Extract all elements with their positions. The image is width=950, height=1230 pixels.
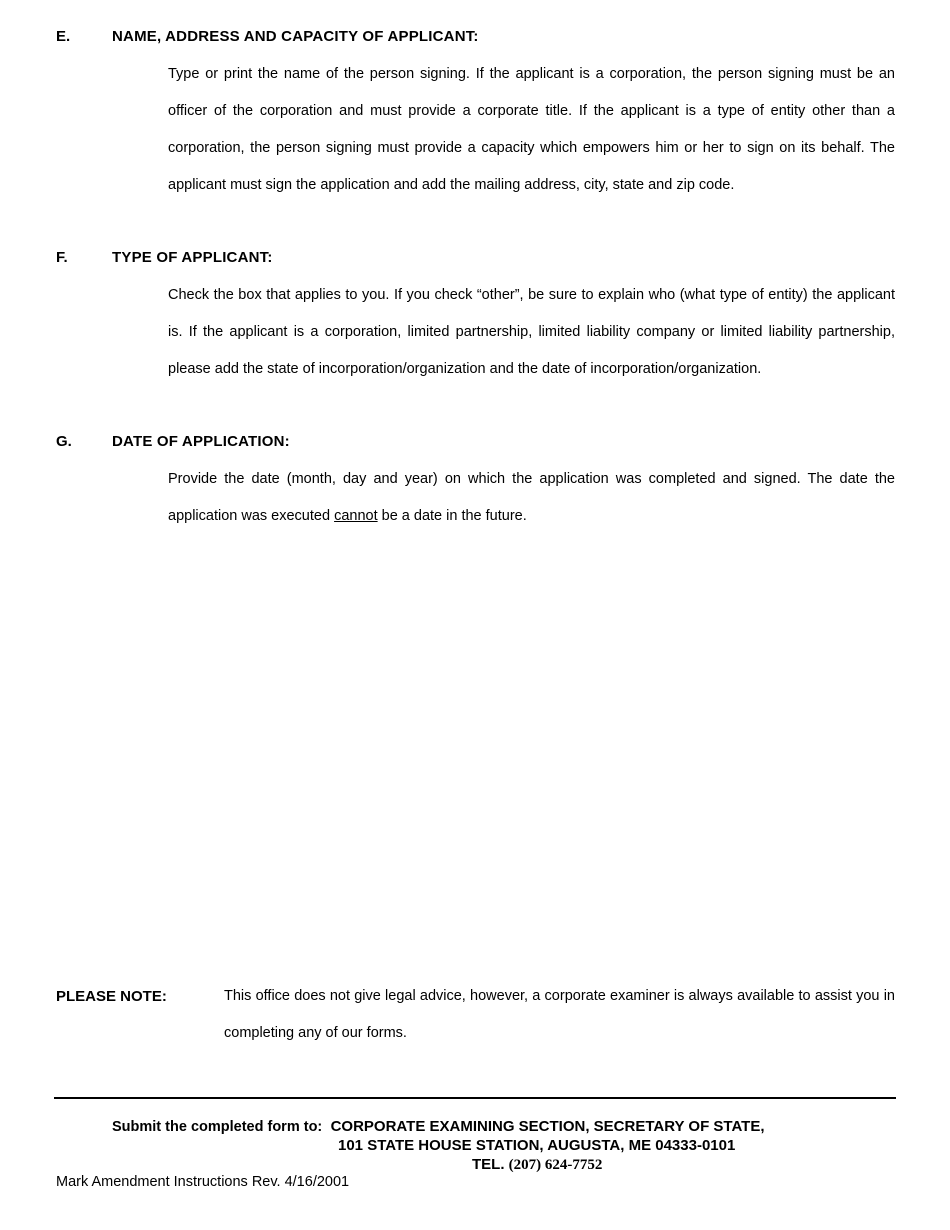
section-g-heading: DATE OF APPLICATION: — [112, 433, 290, 450]
section-f-heading: TYPE OF APPLICANT: — [112, 249, 273, 266]
section-f-text: Check the box that applies to you. If you check “other”, be sure to explain who (what type of entity) the applicant is. If the applicant is a corporation, limited partnership, limited liability company or limited liability partnership, please add the state of incorporation/organization and the date of incorporation/organization. — [168, 287, 895, 377]
section-g-text — [168, 461, 895, 535]
section-g-text-underlined: cannot — [334, 508, 378, 524]
submit-line-1 — [112, 1118, 765, 1135]
section-e-letter: E. — [56, 28, 71, 45]
submit-tel-label: TEL. — [472, 1156, 505, 1173]
note-text: This office does not give legal advice, however, a corporate examiner is always available to assist you in completing any of our forms. — [224, 988, 895, 1041]
section-g-letter: G. — [56, 433, 72, 450]
submit-address-line-1: CORPORATE EXAMINING SECTION, SECRETARY OF STATE, — [330, 1118, 765, 1135]
section-e-text: Type or print the name of the person signing. If the applicant is a corporation, the person signing must be an officer of the corporation and must provide a corporate title. If the applicant is a type of entity other than a corporation, the person signing must provide a capacity which empowers him or her to sign on its behalf. The applicant must sign the application and add the mailing address, city, state and zip code. — [168, 66, 895, 193]
section-g-text-before: Provide the date (month, day and year) on which the application was completed and signed. The date the application was executed — [168, 471, 895, 524]
submit-address-line-2: 101 STATE HOUSE STATION, AUGUSTA, ME 04333-0101 — [338, 1137, 736, 1154]
submit-label: Submit the completed form to: — [112, 1119, 323, 1135]
footer-revision: Mark Amendment Instructions Rev. 4/16/2001 — [56, 1174, 350, 1190]
section-e-heading: NAME, ADDRESS AND CAPACITY OF APPLICANT: — [112, 28, 479, 45]
note-label: PLEASE NOTE: — [56, 988, 167, 1005]
submit-tel — [472, 1156, 602, 1174]
section-f-letter: F. — [56, 249, 68, 266]
divider-rule — [54, 1097, 896, 1099]
section-g-text-after: be a date in the future. — [377, 508, 527, 524]
submit-tel-number: (207) 624-7752 — [508, 1157, 603, 1173]
